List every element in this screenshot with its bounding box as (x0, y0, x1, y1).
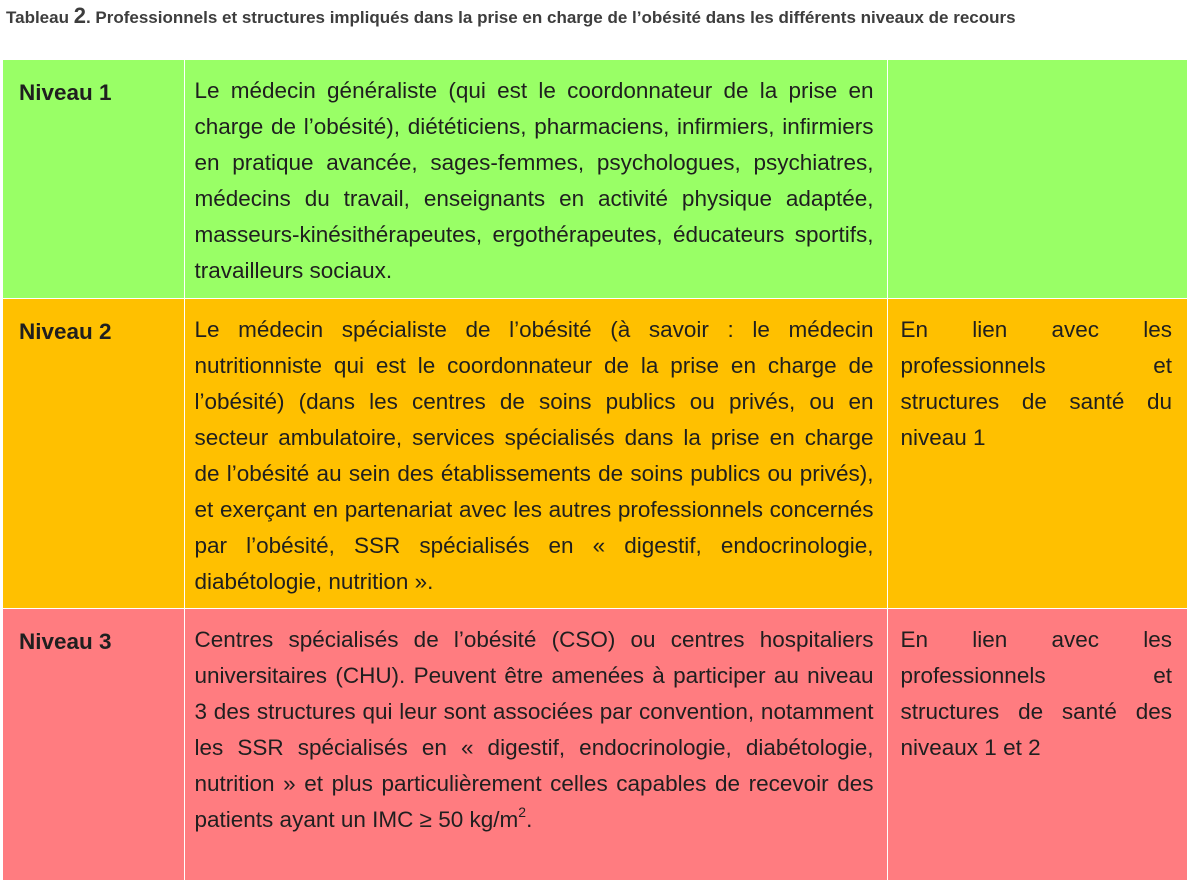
level-link (887, 60, 1187, 299)
level-description-text: Centres spécialisés de l’obésité (CSO) ou centres hospitaliers universitaires (CHU). Peuvent être amenées à participer au niveau 3 des structures qui leur sont associées par convention, notamment les SSR spécialisés en « digestif, endocrinologie, diabétologie, nutrition » et plus particulièrement celles capables de recevoir des patients ayant un IMC ≥ 50 kg/m (194, 627, 874, 832)
level-label: Niveau 3 (3, 609, 184, 881)
level-link: En lien avec les professionnels et structures de santé des niveaux 1 et 2 (900, 627, 1172, 760)
caption-text: . Professionnels et structures impliqués dans la prise en charge de l’obésité dans les différents niveaux de recours (85, 8, 1016, 27)
level-link: En lien avec les professionnels et structures de santé du niveau 1 (900, 317, 1172, 450)
level-label: Niveau 2 (3, 299, 184, 609)
caption-number: 2 (73, 3, 86, 28)
level-description-end: . (526, 807, 533, 832)
caption-prefix: Tableau (6, 8, 74, 27)
superscript-exponent: 2 (518, 803, 527, 820)
table-row-niveau-1 (3, 60, 1187, 299)
level-label: Niveau 1 (3, 60, 184, 299)
level-description (184, 609, 887, 881)
table-caption (6, 3, 1184, 28)
table-row-niveau-2 (3, 299, 1187, 609)
level-description: Le médecin généraliste (qui est le coordonnateur de la prise en charge de l’obésité), diététiciens, pharmaciens, infirmiers, infirmiers en pratique avancée, sages-femmes, psychologues, psychiatres, médecins du travail, enseignants en activité physique adaptée, masseurs-kinésithérapeutes, ergothérapeutes, éducateurs sportifs, travailleurs sociaux. (184, 60, 887, 299)
levels-table (3, 60, 1187, 881)
level-description: Le médecin spécialiste de l’obésité (à savoir : le médecin nutritionniste qui est le coordonnateur de la prise en charge de l’obésité) (dans les centres de soins publics ou privés, ou en secteur ambulatoire, services spécialisés dans la prise en charge de l’obésité au sein des établissements de soins publics ou privés), et exerçant en partenariat avec les autres professionnels concernés par l’obésité, SSR spécialisés en « digestif, endocrinologie, diabétologie, nutrition ». (184, 299, 887, 609)
table-row-niveau-3 (3, 609, 1187, 881)
